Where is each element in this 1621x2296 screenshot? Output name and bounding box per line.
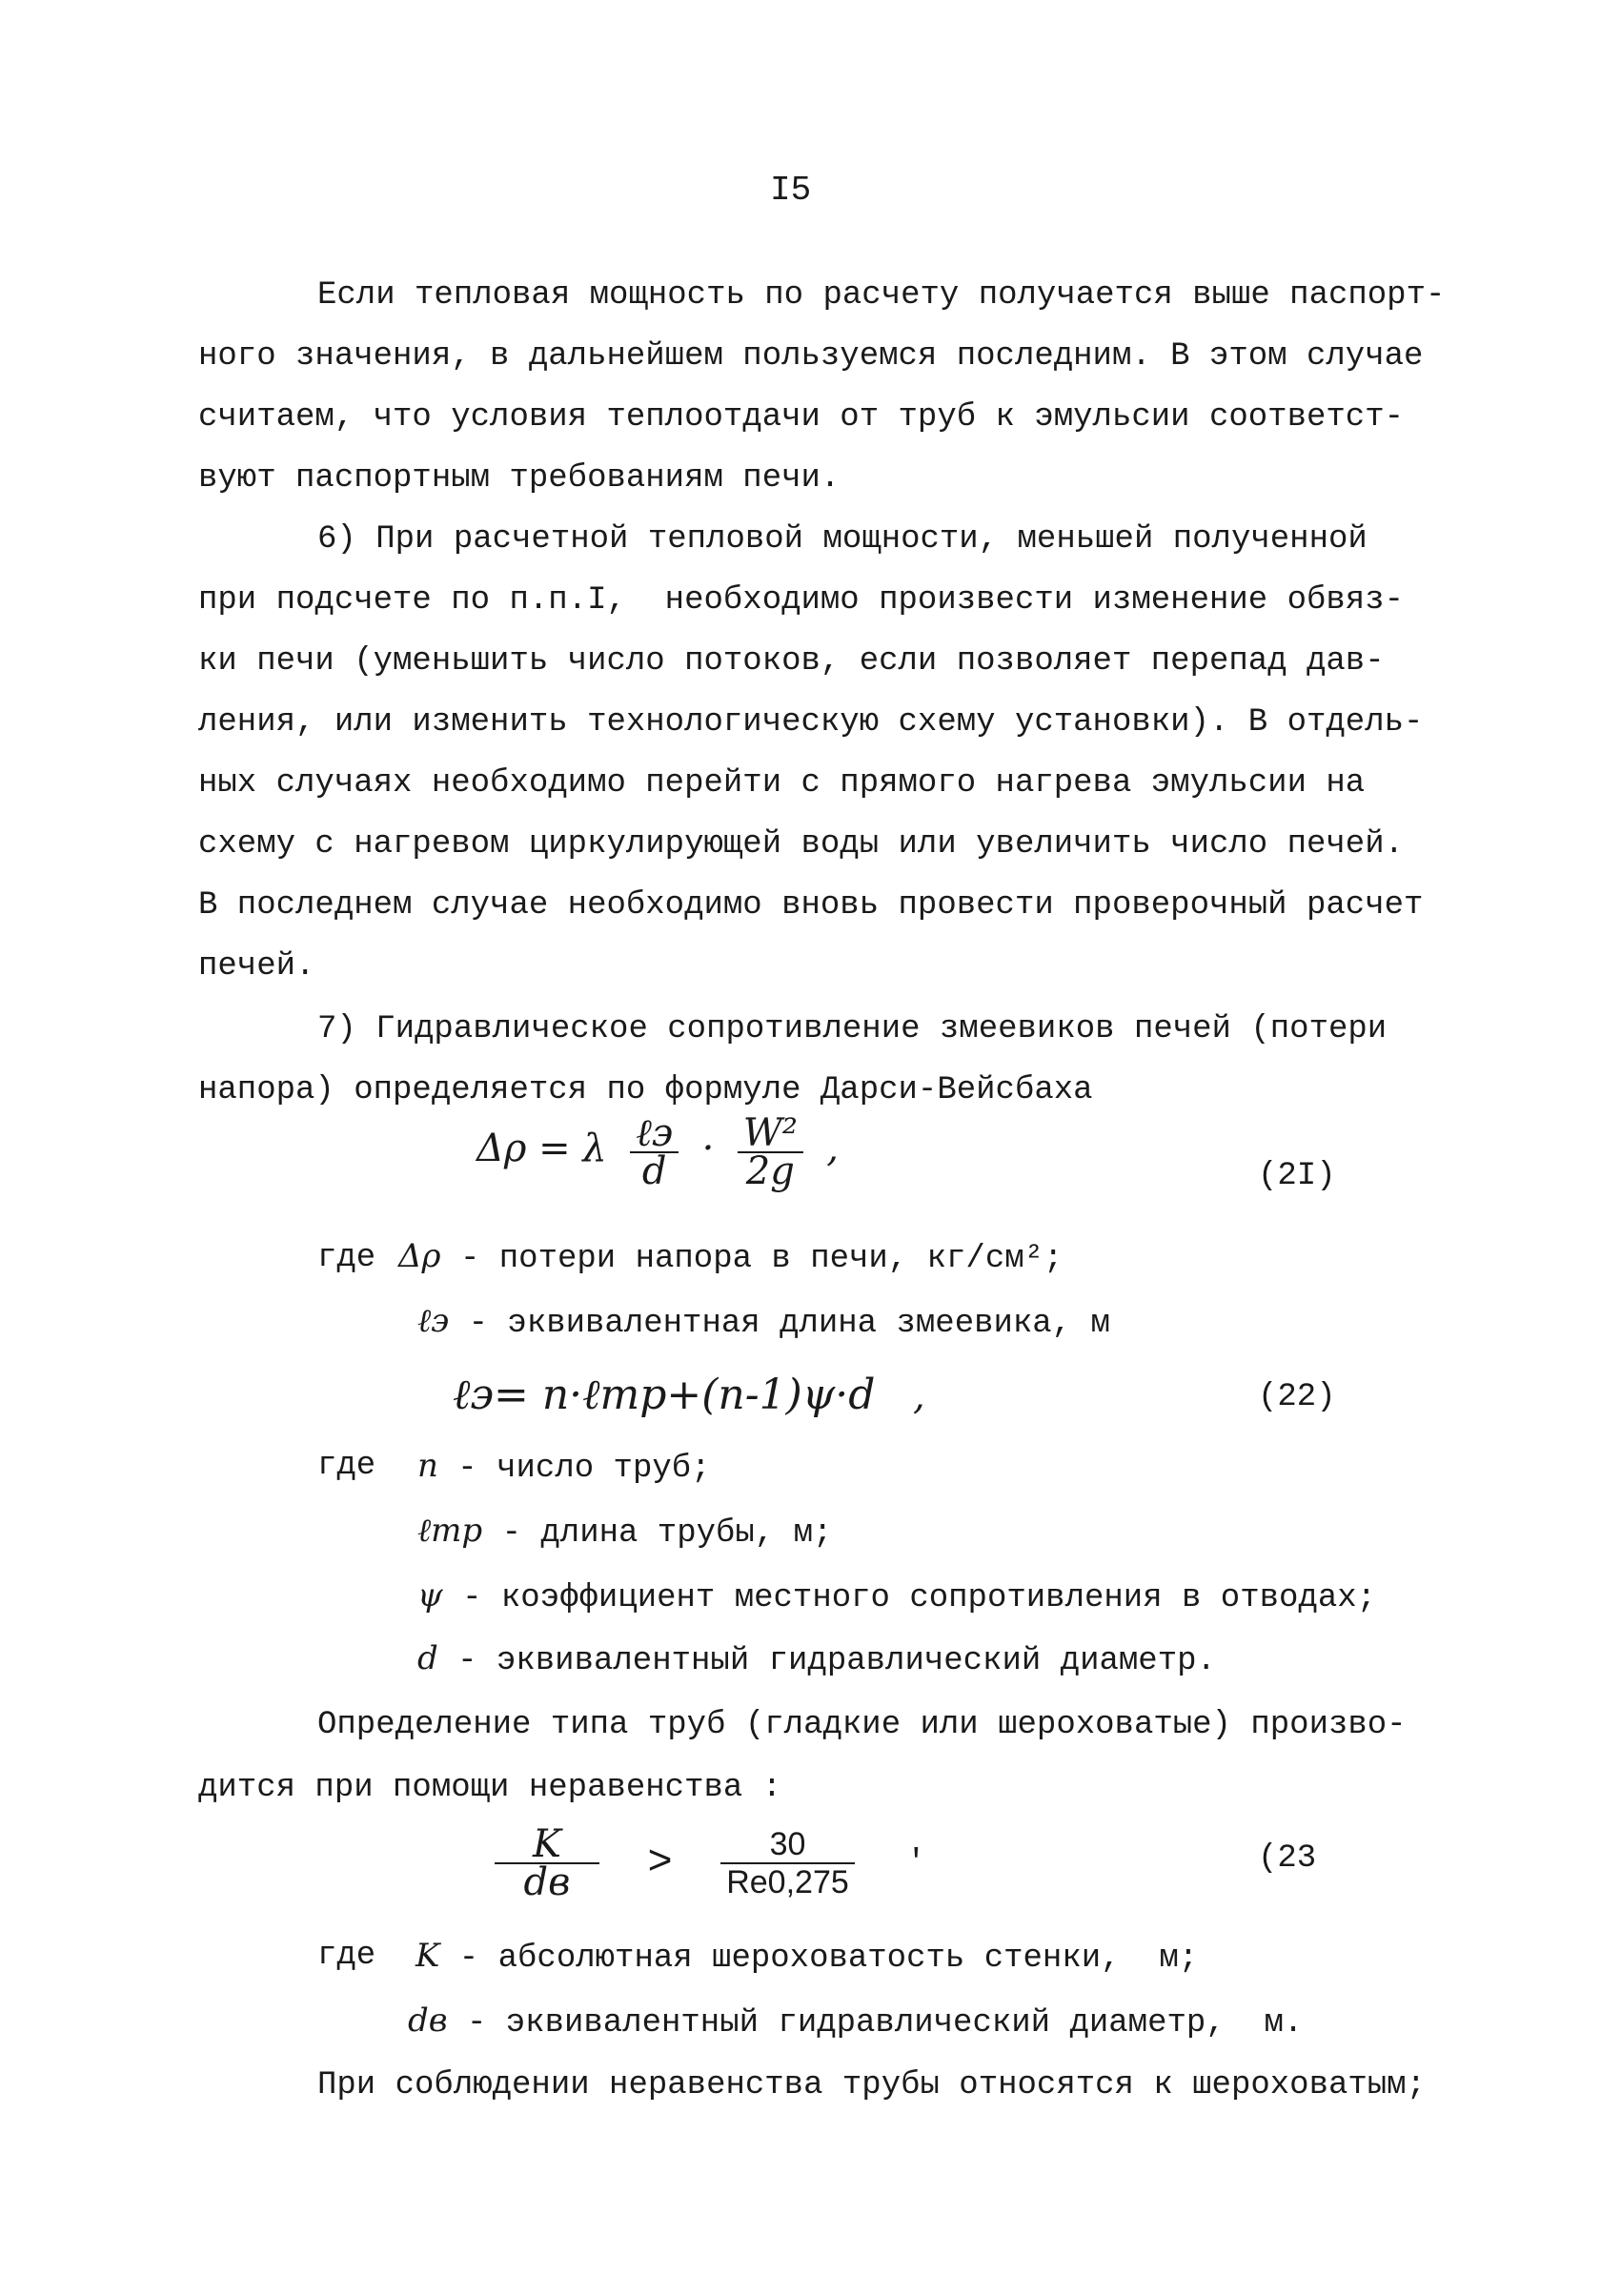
where23-item-1-text: - абсолютная шероховатость стенки, м; (439, 1940, 1199, 1977)
where21-item-2-text: - эквивалентная длина змеевика, м (449, 1306, 1110, 1342)
where23-item-2-symbol: dв (408, 2001, 448, 2040)
formula-21-fraction-1 (630, 1111, 679, 1193)
where23-item-1 (415, 1937, 1198, 1978)
formula-23-fraction-2 (720, 1826, 855, 1900)
formula-21-frac2-num: W² (742, 1111, 798, 1155)
formula-22-number: (22) (1258, 1379, 1336, 1415)
where21-label: где (317, 1240, 376, 1276)
formula-21-frac1-num: ℓэ (636, 1111, 674, 1155)
formula-22-tail: , (913, 1374, 925, 1418)
para1-line-1: Если тепловая мощность по расчету получается выше паспорт- (317, 277, 1446, 314)
formula-23-frac1-den: dв (495, 1862, 599, 1900)
where22-item-2-symbol: ℓтр (417, 1512, 483, 1550)
formula-22 (453, 1371, 925, 1419)
para2-line-2: при подсчете по п.п.I, необходимо произвести изменение обвяз- (198, 582, 1405, 619)
where23-item-2 (408, 2001, 1303, 2042)
para2-line-4: ления, или изменить технологическую схему установки). В отдель- (198, 704, 1424, 741)
where22-item-2 (417, 1512, 832, 1553)
para2-line-5: ных случаях необходимо перейти с прямого нагрева эмульсии на (198, 765, 1366, 802)
formula-21-lhs: Δρ = λ (476, 1126, 607, 1170)
para1-line-4: вуют паспортным требованиям печи. (198, 460, 841, 497)
where23-item-1-symbol: K (415, 1937, 440, 1975)
where22-item-4 (417, 1639, 1216, 1680)
formula-23-tail: ' (906, 1845, 926, 1881)
formula-23-frac2-den: Re0,275 (720, 1862, 855, 1900)
where21-item-2-symbol: ℓэ (417, 1302, 450, 1340)
para3-line-1: 7) Гидравлическое сопротивление змеевиков печей (потери (317, 1011, 1388, 1047)
formula-23 (491, 1822, 926, 1904)
para1-line-3: считаем, что условия теплоотдачи от труб к эмульсии соответст- (198, 399, 1405, 436)
formula-21 (476, 1111, 839, 1193)
formula-23-fraction-1 (495, 1822, 599, 1904)
formula-21-frac1-den: d (630, 1151, 679, 1189)
formula-22-expression: ℓэ= n·ℓтр+(n-1)ψ·d (453, 1371, 876, 1419)
where22-item-1-text: - число труб; (437, 1451, 711, 1487)
where21-item-2 (417, 1302, 1110, 1343)
para2-line-1: 6) При расчетной тепловой мощности, меньшей полученной (317, 521, 1368, 558)
formula-23-frac2-num: 30 (769, 1826, 806, 1862)
where23-label: где (317, 1938, 376, 1974)
formula-21-fraction-2 (738, 1111, 803, 1193)
para1-line-2: ного значения, в дальнейшем пользуемся последним. В этом случае (198, 338, 1424, 375)
where23-item-2-text: - эквивалентный гидравлический диаметр, м. (447, 2005, 1304, 2042)
where21-item-1-symbol: Δρ (398, 1237, 441, 1275)
where22-item-1 (417, 1447, 711, 1488)
formula-21-number: (2I) (1258, 1158, 1336, 1194)
formula-23-operator: > (647, 1839, 673, 1887)
formula-21-tail: , (826, 1126, 839, 1170)
para2-line-8: печей. (198, 948, 315, 985)
para4-line-2: дится при помощи неравенства : (198, 1770, 782, 1806)
where22-item-3-symbol: ψ (417, 1576, 443, 1615)
where21-item-1 (398, 1237, 1063, 1278)
para2-line-6: схему с нагревом циркулирующей воды или увеличить число печей. (198, 826, 1405, 863)
para2-line-7: В последнем случае необходимо вновь провести проверочный расчет (198, 887, 1424, 924)
where22-item-3-text: - коэффициент местного сопротивления в отводах; (442, 1580, 1377, 1616)
where22-item-3 (417, 1576, 1376, 1617)
formula-21-frac2-den: 2g (738, 1151, 803, 1189)
where22-label: где (317, 1448, 376, 1484)
para5-line-1: При соблюдении неравенства трубы относятся к шероховатым; (317, 2067, 1426, 2103)
para2-line-3: ки печи (уменьшить число потоков, если позволяет перепад дав- (198, 643, 1385, 680)
formula-23-number: (23 (1258, 1840, 1317, 1877)
where21-item-1-text: - потери напора в печи, кг/см²; (440, 1241, 1064, 1277)
formula-23-frac1-num: K (533, 1822, 561, 1866)
where22-item-2-text: - длина трубы, м; (482, 1515, 833, 1552)
page-number: I5 (770, 171, 812, 210)
where22-item-1-symbol: n (417, 1447, 438, 1485)
para3-line-2: напора) определяется по формуле Дарси-Вейсбаха (198, 1072, 1093, 1108)
where22-item-4-symbol: d (417, 1639, 438, 1677)
para4-line-1: Определение типа труб (гладкие или шероховатые) произво- (317, 1707, 1407, 1743)
where22-item-4-text: - эквивалентный гидравлический диаметр. (437, 1643, 1216, 1679)
formula-21-dot: · (701, 1126, 715, 1170)
